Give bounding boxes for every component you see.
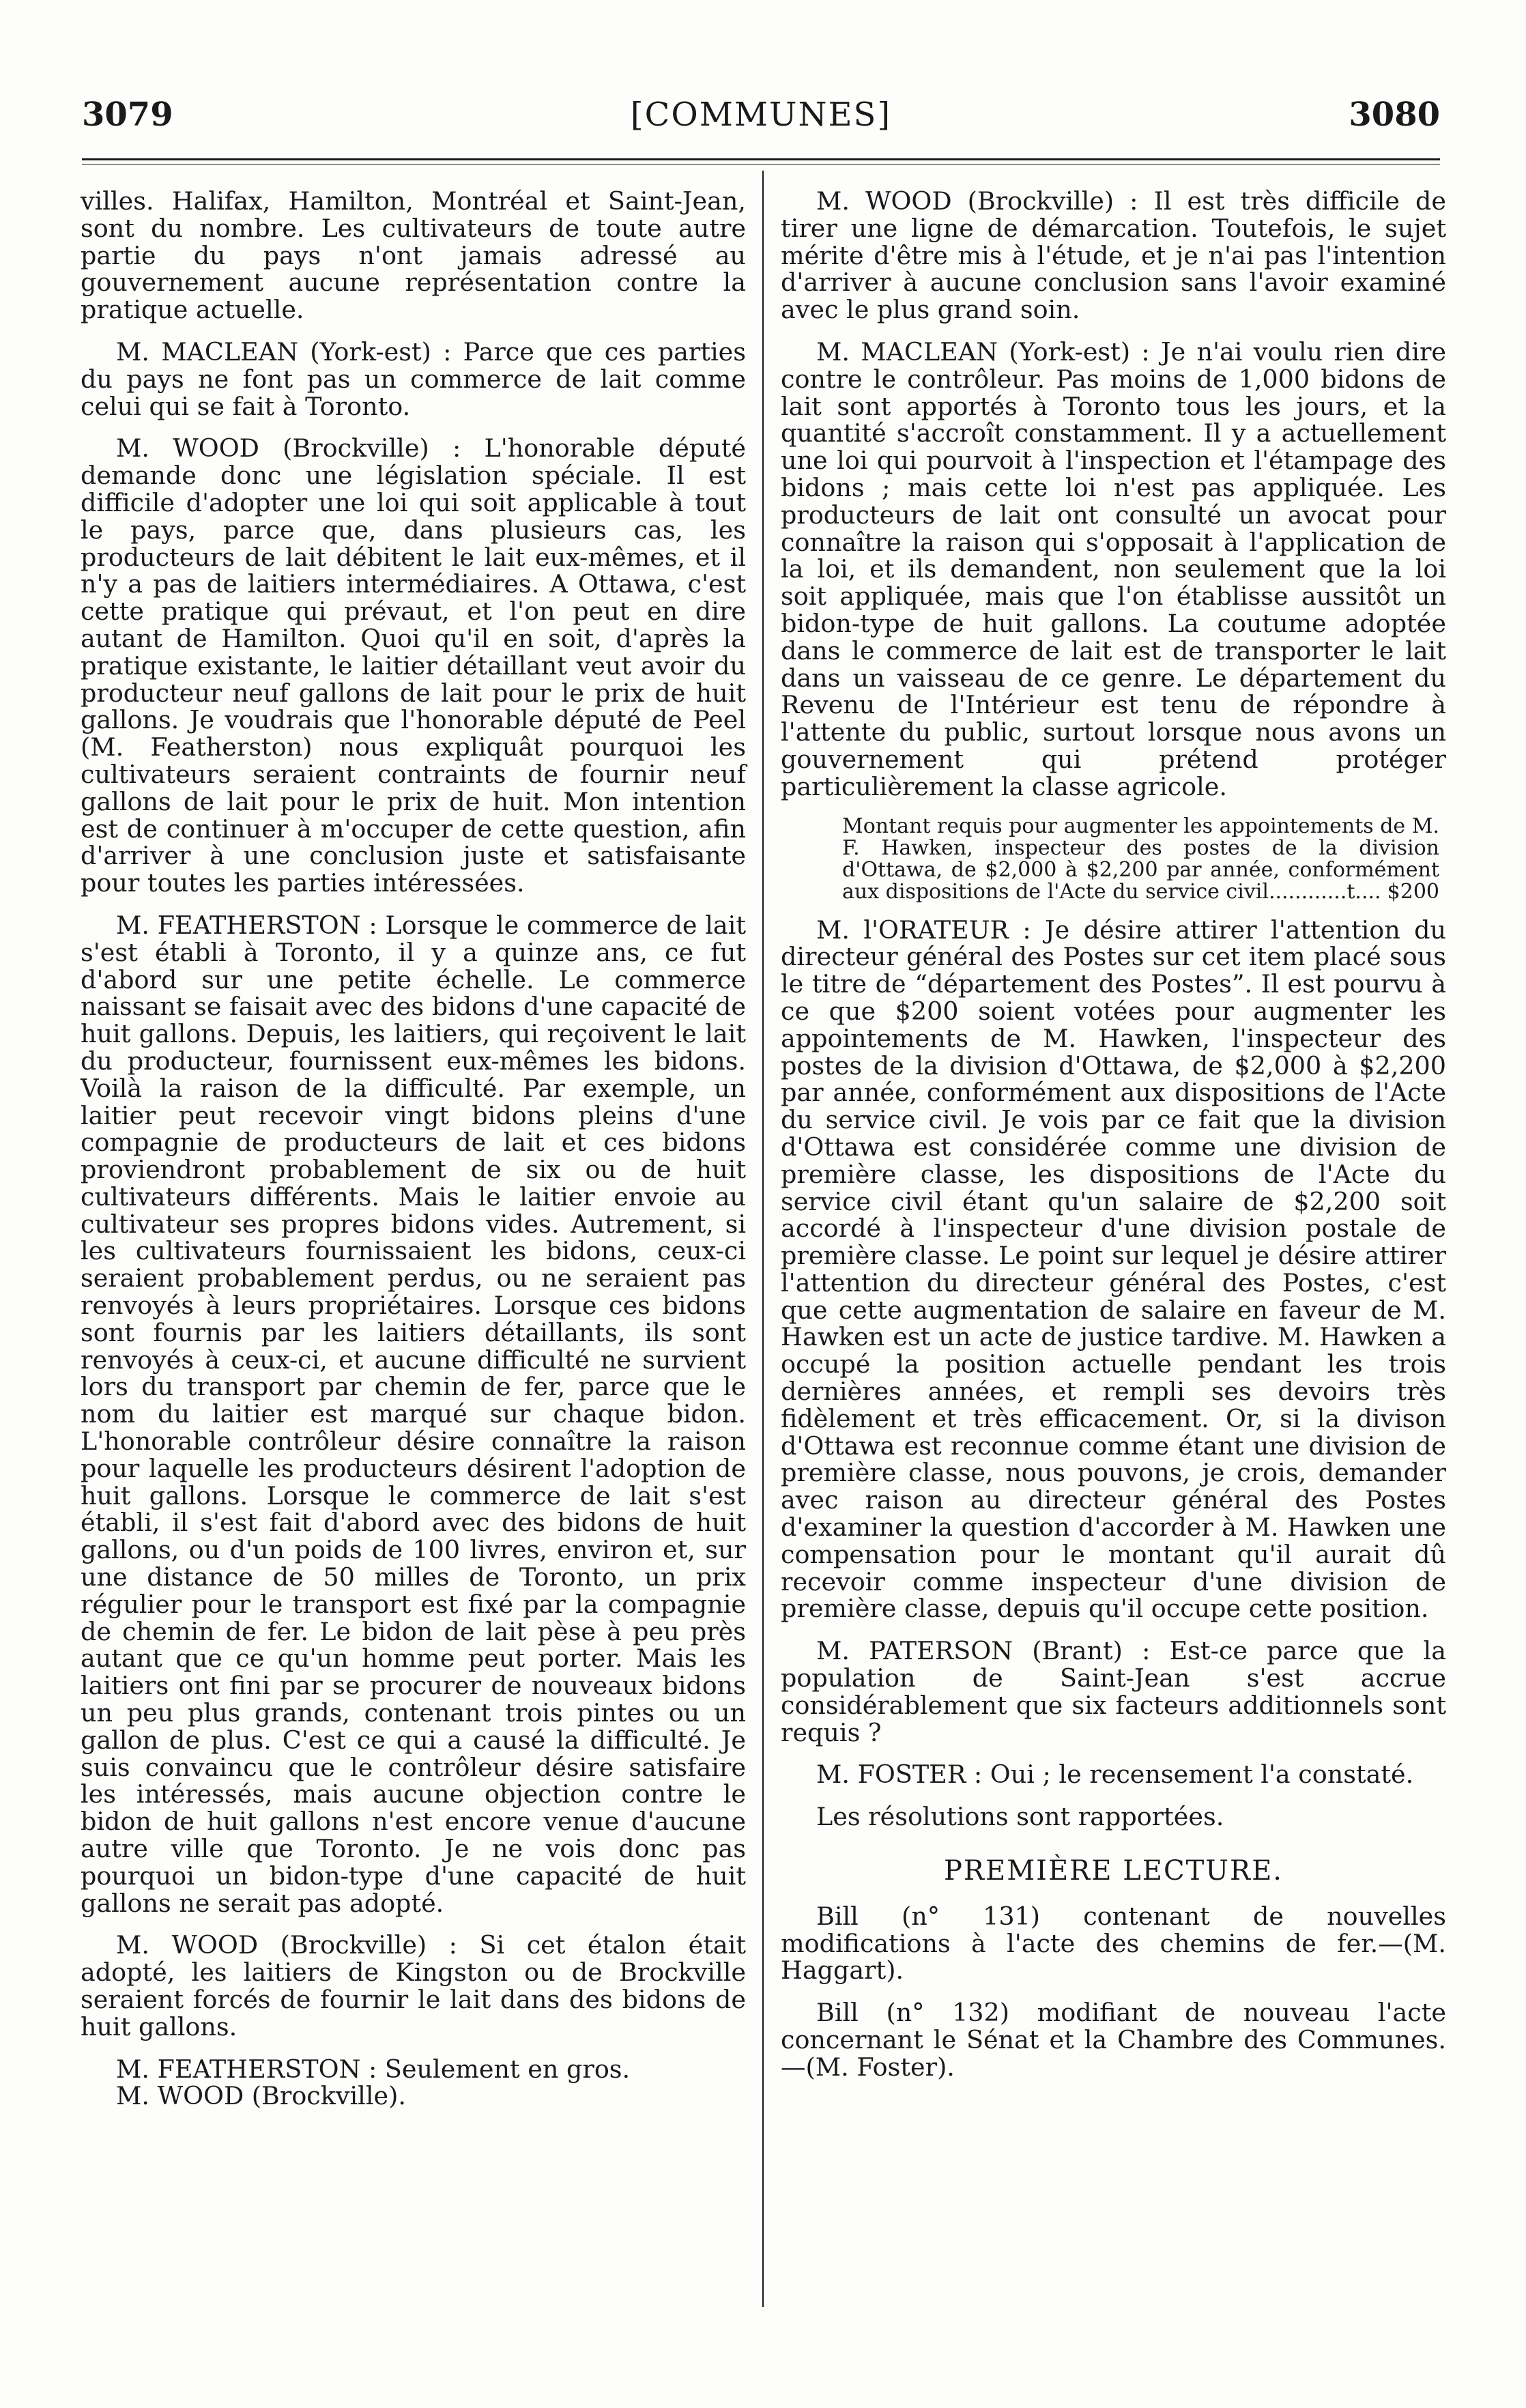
speech-paragraph: M. FEATHERSTON : Lorsque le commerce de lait s'est établi à Toronto, il y a quinze ans, ce fut d'abord sur une petite échelle. Le commerce naissant se faisait avec des bidons d'une capacité de huit gallons. Depuis, les laitiers, qui reçoivent le lait du producteur, fournissent eux-mêmes les bidons. Voilà la raison de la difficulté. Par exemple, un laitier peut recevoir vingt bidons pleins d'une compagnie de producteurs de lait et ces bidons proviendront probablement de six ou de huit cultivateurs différents. Mais le laitier envoie au cultivateur ses propres bidons vides. Autrement, si les cultivateurs fournissaient les bidons, ceux-ci seraient probablement perdus, ou ne seraient pas renvoyés à leurs propriétaires. Lorsque ces bidons sont fournis par les laitiers détaillants, ils sont renvoyés à ceux-ci, et aucune difficulté ne survient lors du transport par chemin de fer, parce que le nom du laitier est marqué sur chaque bidon. L'honorable contrôleur désire connaître la raison pour laquelle les producteurs désirent l'adoption de huit gallons. Lorsque le commerce de lait s'est établi, il s'est fait d'abord avec des bidons de huit gallons, ou d'un poids de 100 livres, environ et, sur une distance de 50 milles de Toronto, un prix régulier pour le transport est fixé par la compagnie de chemin de fer. Le bidon de lait pèse à peu près autant que ce qu'un homme peut porter. Mais les laitiers ont fini par se procurer de nouveaux bidons un peu plus grands, contenant trois pintes ou un gallon de plus. C'est ce qui a causé la difficulté. Je suis convaincu que le contrôleur désire satisfaire les intéressés, mais aucune objection contre le bidon de huit gallons n'est encore venue d'aucune autre ville que Toronto. Je ne vois donc pas pourquoi un bidon-type d'une capacité de huit gallons ne serait pas adopté. (81, 910, 746, 1918)
budget-item-text: Montant requis pour augmenter les appointements de M. F. Hawken, inspecteur des postes de la division d'Ottawa, de $2,000 à $2,200 par année, conformément aux dispositions de l'Acte du service civil............t.... (842, 814, 1439, 904)
speech-paragraph: M. l'ORATEUR : Je désire attirer l'attention du directeur général des Postes sur cet item placé sous le titre de “département des Postes”. Il est pourvu à ce que $200 soient votées pour augmenter les appointements de M. Hawken, l'inspecteur des postes de la division d'Ottawa, de $2,000 à $2,200 par année, conformément aux dispositions de l'Acte du service civil. Je vois par ce fait que la division d'Ottawa est considérée comme une division de première classe, les dispositions de l'Acte du service civil étant qu'un salaire de $2,200 soit accordé à l'inspecteur d'une division postale de première classe. Le point sur lequel je désire attirer l'attention du directeur général des Postes, c'est que cette augmentation de salaire en faveur de M. Hawken est un acte de justice tardive. M. Hawken a occupé la position actuelle pendant les trois dernières années, et rempli ses devoirs très fidèlement et très efficacement. Or, si la divison d'Ottawa est reconnue comme étant une division de première classe, nous pouvons, je crois, demander avec raison au directeur général des Postes d'examiner la question d'accorder à M. Hawken une compensation pour le montant qu'il aurait dû recevoir comme inspecteur d'une division de première classe, depuis qu'il occupe cette position. (781, 915, 1446, 1624)
page-number-right: 3080 (1349, 96, 1440, 134)
speech-paragraph: M. MACLEAN (York-est) : Je n'ai voulu rien dire contre le contrôleur. Pas moins de 1,000 bidons de lait sont apportés à Toronto tous les jours, et la quantité s'accroît constamment. Il y a actuellement une loi qui pourvoit à l'inspection et l'étampage des bidons ; mais cette loi n'est pas appliquée. Les producteurs de lait ont consulté un avocat pour connaître la raison qui s'opposait à l'application de la loi, et ils demandent, non seulement que la loi soit appliquée, mais que l'on établisse aussitôt un bidon-type de huit gallons. La coutume adoptée dans le commerce de lait est de transporter le lait dans un vaisseau de ce genre. Le département du Revenu de l'Intérieur est tenu de répondre à l'attente du public, surtout lorsque nous avons un gouvernement qui prétend protéger particulièrement la classe agricole. (781, 336, 1446, 801)
budget-item (781, 816, 1446, 903)
speech-paragraph: M. WOOD (Brockville). (116, 2081, 406, 2111)
speech-paragraph: M. PATERSON (Brant) : Est-ce parce que la population de Saint-Jean s'est accrue considérablement que six facteurs additionnels sont requis ? (781, 1636, 1446, 1747)
header-rule-top (82, 158, 1440, 160)
bill-entry: Bill (n° 131) contenant de nouvelles modifications à l'acte des chemins de fer.—(M. Haggart). (781, 1901, 1446, 1986)
paragraph: villes. Halifax, Hamilton, Montréal et Saint-Jean, sont du nombre. Les cultivateurs de toute autre partie du pays n'ont jamais adressé au gouvernement aucune représentation contre la pratique actuelle. (81, 186, 746, 325)
right-column (781, 188, 1446, 2096)
column-divider (762, 171, 764, 2307)
speech-paragraph: M. FEATHERSTON : Seulement en gros. (116, 2054, 631, 2084)
speech-paragraph: M. WOOD (Brockville) : Si cet étalon était adopté, les laitiers de Kingston ou de Brockville seraient forcés de fournir le lait dans des bidons de huit gallons. (81, 1930, 746, 2041)
page-number-left: 3079 (82, 96, 173, 134)
speech-paragraph: M. MACLEAN (York-est) : Parce que ces parties du pays ne font pas un commerce de lait comme celui qui se fait à Toronto. (81, 336, 746, 421)
page-header (82, 96, 1440, 150)
speech-paragraph: M. WOOD (Brockville) : Il est très difficile de tirer une ligne de démarcation. Toutefois, le sujet mérite d'être mis à l'étude, et je n'ai pas l'intention d'arriver à aucune conclusion sans l'avoir examiné avec le plus grand soin. (781, 186, 1446, 325)
speech-paragraph: M. WOOD (Brockville) : L'honorable député demande donc une législation spéciale. Il est difficile d'adopter une loi qui soit applicable à tout le pays, parce que, dans plusieurs cas, les producteurs de lait débitent le lait eux-mêmes, et il n'y a pas de laitiers intermédiaires. A Ottawa, c'est cette pratique qui prévaut, et l'on peut en dire autant de Hamilton. Quoi qu'il en soit, d'après la pratique existante, le laitier détaillant veut avoir du producteur neuf gallons de lait pour le prix de huit gallons. Je voudrais que l'honorable député de Peel (M. Featherston) nous expliquât pourquoi les cultivateurs seraient contraints de fournir neuf gallons de lait pour le prix de huit. Mon intention est de continuer à m'occuper de cette question, afin d'arriver à une conclusion juste et satisfaisante pour toutes les parties intéressées. (81, 433, 746, 898)
section-heading: PREMIÈRE LECTURE. (943, 1855, 1283, 1887)
bill-entry: Bill (n° 132) modifiant de nouveau l'acte concernant le Sénat et la Chambre des Communes.—(M. Foster). (781, 1998, 1446, 2082)
left-column (81, 188, 746, 2125)
page-title: [COMMUNES] (630, 96, 892, 134)
budget-item-amount: $200 (1387, 879, 1439, 904)
speech-paragraph: M. FOSTER : Oui ; le recensement l'a constaté. (816, 1760, 1414, 1790)
resolution-note: Les résolutions sont rapportées. (816, 1802, 1224, 1832)
